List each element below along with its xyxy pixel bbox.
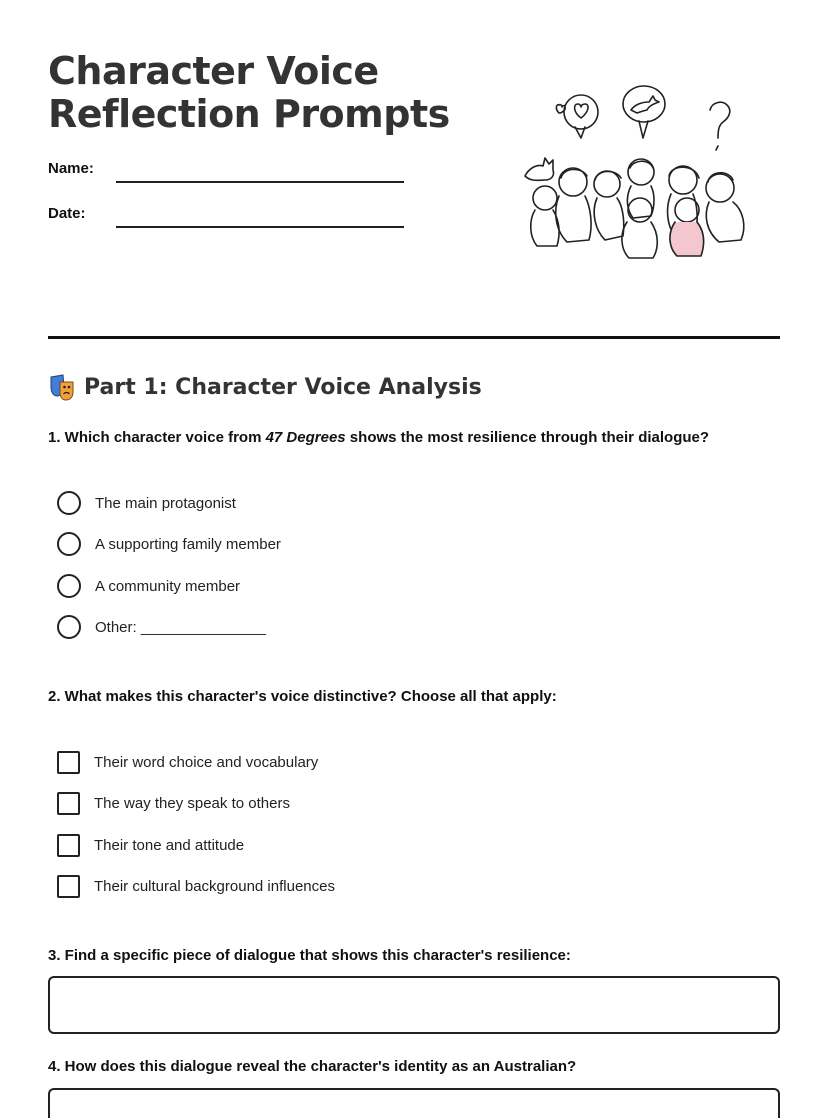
checkbox[interactable] [57, 792, 80, 815]
q1-option-1[interactable] [57, 490, 236, 516]
radio-button[interactable] [57, 615, 81, 639]
title-line-1: Character Voice [48, 49, 379, 93]
q2-option-4[interactable] [57, 873, 335, 899]
q1-option-2[interactable] [57, 531, 281, 557]
question-1 [48, 429, 709, 446]
radio-button[interactable] [57, 532, 81, 556]
q2-option-3[interactable] [57, 832, 244, 858]
option-label: Their word choice and vocabulary [94, 753, 319, 771]
checkbox[interactable] [57, 834, 80, 857]
q1-option-3[interactable] [57, 573, 240, 599]
book-title: 47 Degrees [265, 429, 346, 446]
option-label: A supporting family member [95, 535, 281, 553]
radio-button[interactable] [57, 491, 81, 515]
question-1-suffix: shows the most resilience through their dialogue? [345, 429, 710, 446]
option-label: Other: _______________ [95, 618, 266, 636]
heart-bubble [556, 95, 598, 138]
q3-answer-box[interactable] [48, 976, 780, 1034]
radio-button[interactable] [57, 574, 81, 598]
option-label: Their tone and attitude [94, 836, 245, 854]
question-4: 4. How does this dialogue reveal the character's identity as an Australian? [48, 1058, 577, 1075]
option-label: A community member [95, 577, 241, 595]
option-label: Their cultural background influences [94, 877, 335, 895]
date-field[interactable] [116, 226, 404, 228]
part1-heading [48, 373, 482, 401]
section-divider [48, 336, 780, 339]
theater-masks-icon [48, 373, 76, 401]
checkbox[interactable] [57, 875, 80, 898]
q2-option-2[interactable] [57, 790, 290, 816]
checkbox[interactable] [57, 751, 80, 774]
question-1-prefix: 1. Which character voice from [48, 429, 266, 446]
q2-option-1[interactable] [57, 749, 318, 775]
option-label: The main protagonist [95, 494, 236, 512]
date-label: Date: [48, 205, 86, 222]
page-title [48, 50, 488, 136]
kangaroo-bubble [623, 86, 665, 138]
title-line-2: Reflection Prompts [48, 92, 450, 136]
q1-option-4[interactable] [57, 614, 266, 640]
question-mark [710, 102, 730, 150]
q4-answer-box[interactable] [48, 1088, 780, 1118]
option-label: The way they speak to others [94, 794, 290, 812]
children-talking-illustration [515, 80, 755, 270]
cat [525, 158, 554, 180]
name-label: Name: [48, 160, 94, 177]
part1-title: Part 1: Character Voice Analysis [84, 374, 482, 400]
question-3: 3. Find a specific piece of dialogue that shows this character's resilience: [48, 947, 571, 964]
question-2: 2. What makes this character's voice distinctive? Choose all that apply: [48, 688, 557, 705]
name-field[interactable] [116, 181, 404, 183]
children-group [531, 159, 744, 258]
